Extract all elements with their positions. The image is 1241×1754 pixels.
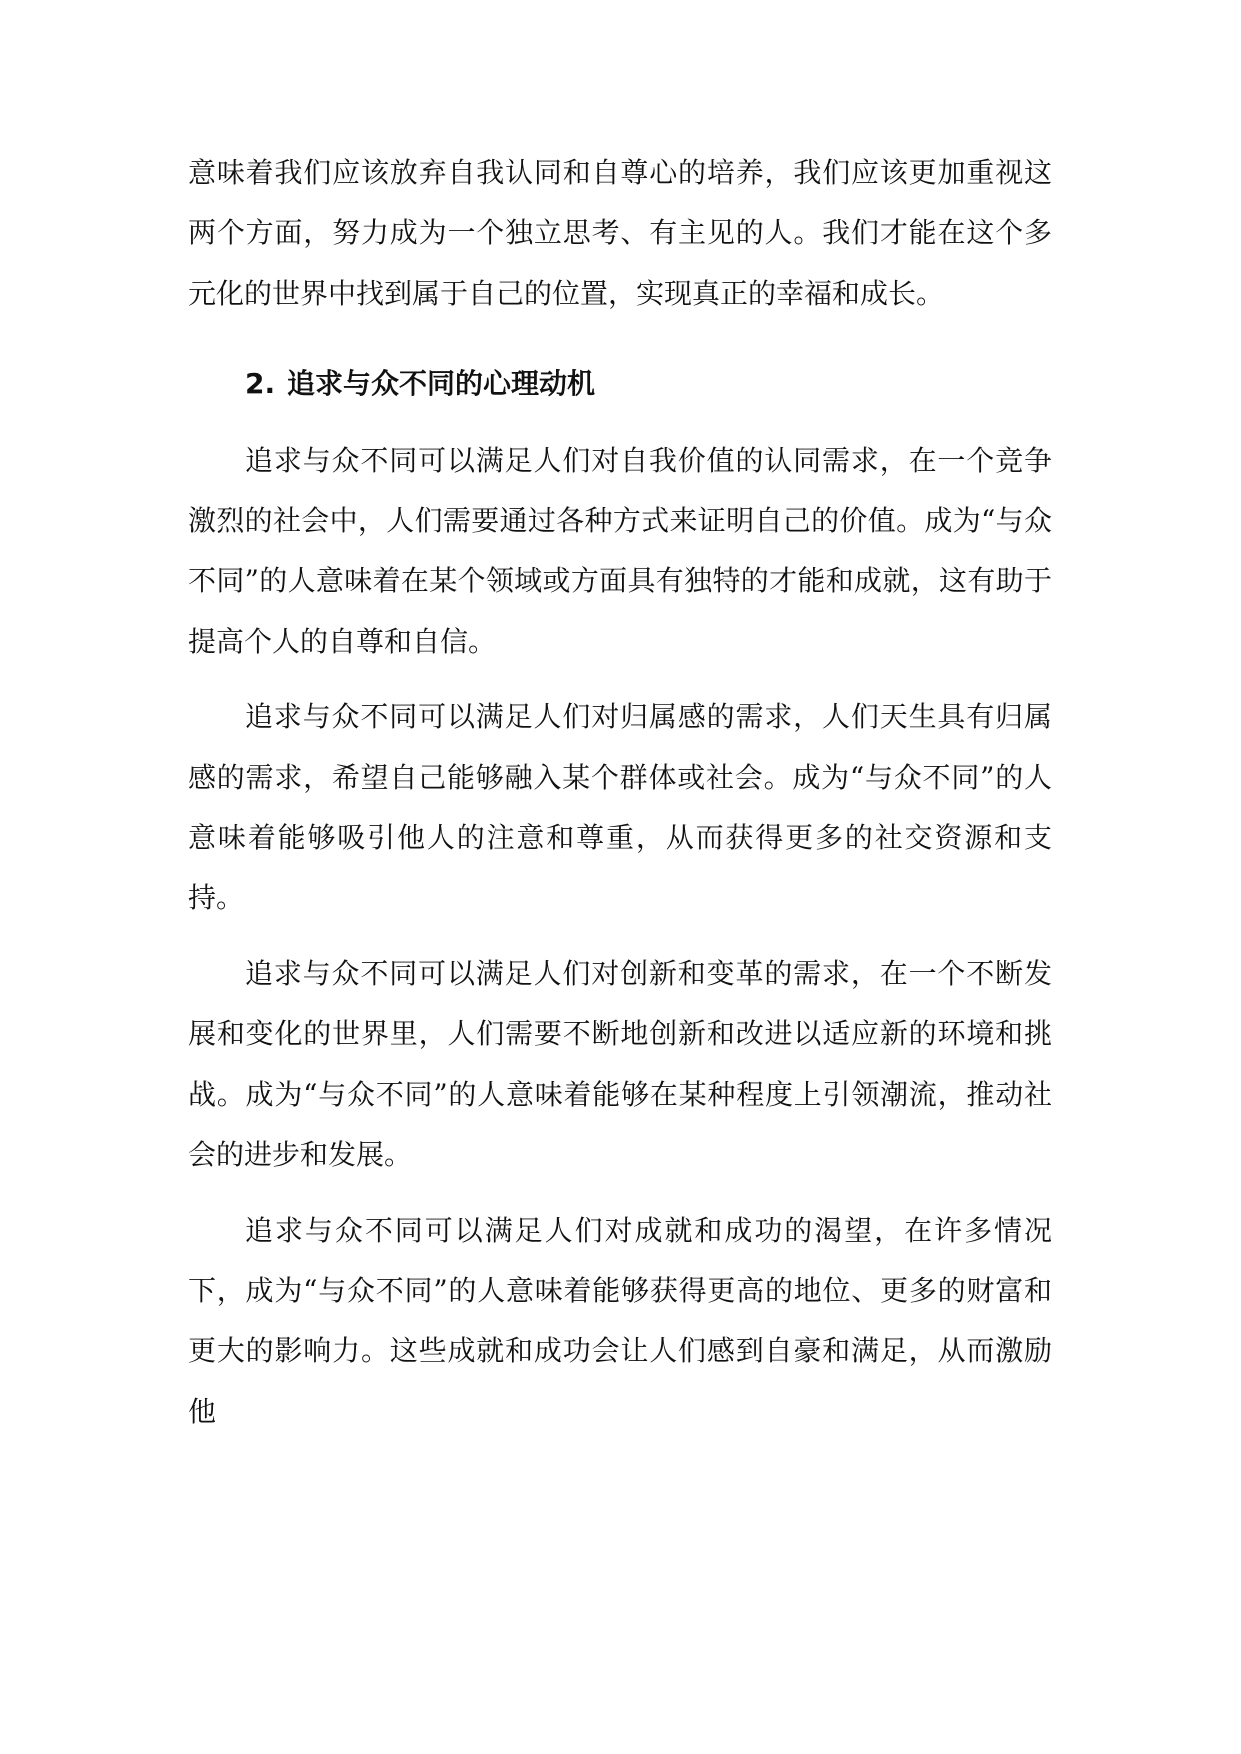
paragraph: 追求与众不同可以满足人们对归属感的需求，人们天生具有归属感的需求，希望自己能够融入某个群体或社会。成为“与众不同”的人意味着能够吸引他人的注意和尊重，从而获得更多的社交资源和支持。 (188, 700, 1052, 915)
paragraph-gap (188, 1186, 1052, 1201)
section-heading (188, 354, 1052, 414)
paragraph: 追求与众不同可以满足人们对自我价值的认同需求，在一个竞争激烈的社会中，人们需要通过各种方式来证明自己的价值。成为“与众不同”的人意味着在某个领域或方面具有独特的才能和成就，这有助于提高个人的自尊和自信。 (188, 443, 1052, 658)
body-text (188, 143, 1052, 1442)
paragraph-gap (188, 929, 1052, 944)
paragraph: 追求与众不同可以满足人们对创新和变革的需求，在一个不断发展和变化的世界里，人们需要不断地创新和改进以适应新的环境和挑战。成为“与众不同”的人意味着能够在某种程度上引领潮流，推动社会的进步和发展。 (188, 956, 1052, 1172)
section-number: 2. (245, 367, 276, 401)
section-spacer (188, 324, 1052, 354)
section-title: 追求与众不同的心理动机 (287, 367, 596, 401)
paragraph: 追求与众不同可以满足人们对成就和成功的渴望，在许多情况下，成为“与众不同”的人意味着能够获得更高的地位、更多的财富和更大的影响力。这些成就和成功会让人们感到自豪和满足，从而激励他 (188, 1213, 1052, 1428)
paragraph-gap (188, 672, 1052, 687)
continued-paragraph: 意味着我们应该放弃自我认同和自尊心的培养，我们应该更加重视这两个方面，努力成为一个独立思考、有主见的人。我们才能在这个多元化的世界中找到属于自己的位置，实现真正的幸福和成长。 (188, 156, 1052, 310)
